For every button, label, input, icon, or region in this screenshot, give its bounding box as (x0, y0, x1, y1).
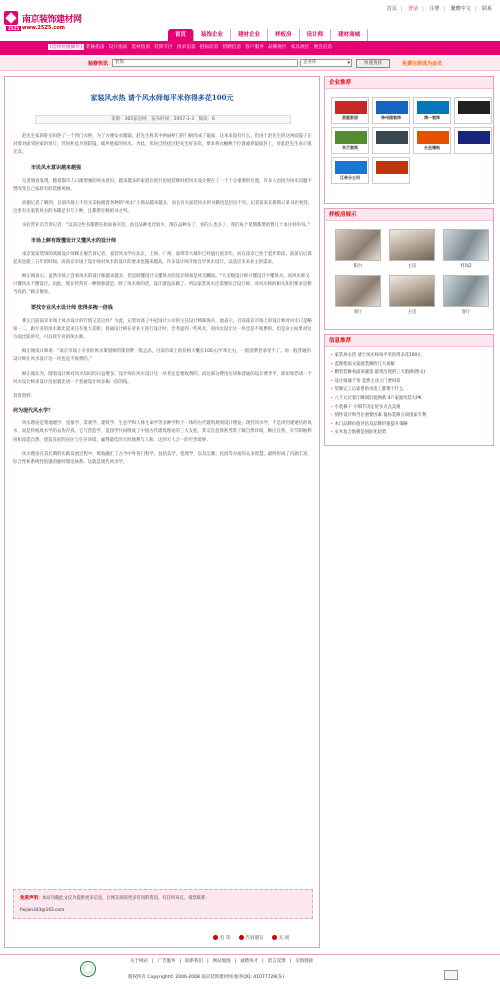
showroom-caption: 主房 (407, 310, 417, 315)
company-logo-mark-icon (458, 131, 490, 144)
footer-separator: | (262, 959, 264, 964)
sub-nav-item[interactable]: 展会信息 (313, 45, 333, 50)
search-scope-select[interactable]: 企业库 ▾ (300, 59, 352, 67)
article-paragraph: 而据记者了解到，目前市场上不仅买卖标榜着各种的“风水”小饰品越来越多，而且有关家装风水的书籍也是层出不穷。记者前来在新街口某书店看到，这里有关家装风水的书籍足有几十种，且都摆在畅销书之列。 (13, 201, 312, 215)
company-logo[interactable] (331, 157, 369, 184)
search-label: 装修快讯 (88, 61, 109, 67)
company-logo[interactable] (454, 97, 492, 124)
sub-nav-item[interactable]: 装修指南 (85, 45, 105, 50)
nav-tab-decoration[interactable]: 装饰企业 (194, 29, 231, 41)
info-list-item[interactable]: · 装修完工后家里的水电工都要干什么 (331, 386, 487, 395)
company-box-title: 企业推荐 (325, 77, 493, 89)
info-list-item[interactable]: · 监理指南文家庭装修的几大误解 (331, 361, 487, 370)
article-panel (4, 76, 320, 948)
showroom-photo (443, 275, 489, 307)
showroom-caption: 主房 (407, 264, 417, 269)
footer-link[interactable]: 联系我们 (185, 959, 204, 964)
article-paragraph: 那么目前南京市场上风水设计的行情又是这样？为此，记者访谈了中冠设计公司的主任设计师陈海兵。他表示，目前南京市场上的设计师对风水只是略知一二，跟专业的风水师比起来还有很大差距；普通设计师在对业主进行设计时，会考虑到一些风水，而风水设计这一块也是不收费的。但是业主如果对这方面比较讲究，可以找专业的风水师。 (13, 318, 312, 341)
article-paragraph: 顾正俊表示，虽然市场上会看风水的设计师越来越多，但是既懂设计又懂风水的设计师却是凤毛麟角。“大多数设计师只懂设计不懂风水，而风水师又只懂风水不懂设计。因此，现在经常有一种现象就是，除了风水师的话，设计就没法做了。所以家装风水还需要综合设计师、对风水师的相关知识要求是相当高的。”顾正俊说。 (13, 274, 312, 296)
article-subheading: 市场上鲜有既懂设计又懂风水的设计师 (31, 237, 117, 244)
search-button[interactable]: 快速查找 (356, 59, 390, 68)
company-logo-mark-icon (417, 131, 449, 144)
nav-tab-mall[interactable]: 建材商城 (331, 29, 368, 41)
sub-nav-quick-select[interactable]: [选择快捷操作] (50, 45, 82, 50)
article-subheading: 何为现代风水学？ (13, 408, 54, 415)
showroom-item[interactable] (443, 229, 489, 269)
sub-nav-item[interactable]: 品牌展区 (267, 45, 287, 50)
footer-separator: | (152, 959, 154, 964)
print-icon (213, 935, 218, 940)
close-button[interactable]: 关 闭 (272, 935, 289, 941)
article-title: 家装风水热 请个风水师每平米你得多花100元 (90, 93, 234, 102)
nav-tab-materials[interactable]: 建材企业 (231, 29, 268, 41)
company-logo[interactable] (372, 127, 410, 154)
top-links: 首页 | 登录 | 注册 | 繁體中文 | 联系 (386, 6, 492, 12)
company-logo-mark-icon (376, 101, 408, 114)
showroom-grid (325, 221, 493, 323)
company-logo-mark-icon (417, 101, 449, 114)
showroom-caption: 阳台 (353, 264, 363, 269)
company-logo-mark-icon (335, 161, 367, 174)
showroom-photo (335, 275, 381, 307)
article-meta: 来源：365家居网 发布时间：2007-1-3 阅读：6 (35, 115, 291, 124)
company-logo-mark-icon (335, 131, 367, 144)
info-list-item[interactable]: · 设计师通于务 竟然主动上门要回扣 (331, 378, 487, 387)
search-bar (0, 57, 500, 71)
company-logo-name: 米兰装饰 (342, 145, 358, 150)
info-list-item[interactable]: · 小装修干 小细节决定屋多点点美观 (331, 404, 487, 413)
sub-nav (48, 44, 334, 50)
article-subheading: 市民风水意识越来越强 (31, 164, 82, 171)
article-subheading: 要找专业风水设计师 您得多掏一倍钱 (31, 304, 113, 311)
sub-nav-item[interactable]: 装饰专区 (154, 45, 173, 50)
top-link-traditional[interactable]: 繁體中文 (450, 6, 471, 12)
article-paragraph: 书店营业员告诉记者：“以前这些书都摆在指南备买里，而且品种也比较少，现在品种多了，看的人也多了，我们每个星期都要销售几十本这样的书。” (22, 223, 310, 229)
footer-link[interactable]: 网站地图 (212, 959, 231, 964)
company-logo[interactable] (413, 127, 451, 154)
sub-nav-item[interactable]: 供求信息 (176, 45, 196, 50)
info-box (324, 334, 494, 446)
article-paragraph: 记者调查发现，随着都市人日渐增强的风水意识，越来越多的家庭在进行房屋装修时把风水设计摆在了一个十分重要的位置，许多人也因为风水问题不惜改变自己家原有的装修风格。 (13, 178, 312, 192)
article-paragraph: 赵先生家的卧室闷热了一个四门衣柜，为了方便安衣服镜，赵先生将其中两扇柜门的门板改成了镜面。这本来没有什么，但由于赵先生的这两面镜子正对着对面邻居家的客厅，邻居朴此为预防镜，破坏他家的风水。为此，邻居已经找过赵先生好多次，要求将衣橱换个位置或将镜面封上，对此赵先生表示很无奈。 (13, 134, 312, 156)
company-logo-name: 神州园装饰 (381, 115, 401, 120)
top-link-register[interactable]: 注册 (429, 6, 440, 12)
showroom-photo (443, 229, 489, 261)
sub-nav-item[interactable]: 招标信息 (199, 45, 219, 50)
info-list-item[interactable]: · 八千元让客厅瞬间旧貌换新 4户家庭改装大PK (331, 395, 487, 404)
article-paragraph: 南京爱家装饰的高级设计师顾正俊告诉记者，家装风水学在北京、上海、广州、深圳等大城市已经盛行很多年，而在南京已处于起步阶段，前前后后算起来也就三五年的时间。而南京市场上设计师对风水的设计的要求也越来越高，许多设计师开始自学风水设计，以适应未来业主的需求。 (13, 251, 312, 265)
info-box-title: 信息推荐 (325, 335, 493, 347)
showroom-photo (335, 229, 381, 261)
footer-separator: | (234, 959, 237, 964)
logo-url: www.25Z5.com (22, 25, 66, 31)
company-logo-name: 长坐墙纸 (424, 145, 440, 150)
company-logo[interactable] (331, 127, 369, 154)
article-paragraph: 风水理论是集地理学、星象学、景观学、建筑学、生态学和人体生命学等多种学科于一体的古代建筑规划设计理论。现代风水学，不是讲封建迷信的风水，而是传统风水学的去伪存真。它与营造学、造园学共同组成了中国古代建筑理论的三大支柱。其宗旨是周密考察了解自然环境，顺应自然，有节制地利用和改造自然，创造良好的居住与生存环境，赢得最佳的天时地利与人和，达到天人合一的至善境界。 (13, 421, 312, 443)
disclaimer-box (13, 889, 313, 919)
sub-nav-item[interactable]: 客户服务 (245, 45, 264, 50)
showroom-item[interactable] (389, 275, 435, 315)
top-link-contact[interactable]: 联系 (481, 6, 492, 12)
showroom-item[interactable] (335, 229, 381, 269)
article-paragraph: 顾正俊设计师说：“南京市场上专业的风水策划师的策划费一般走高，目前市场上的价格大概在100元/平米左右，一般消费者承受不了。而一般普通的设计师在风水设计这一块也是不收费的。” (13, 349, 311, 363)
footer-divider (0, 954, 500, 955)
police-emblem-icon[interactable] (80, 961, 96, 977)
company-box (324, 76, 494, 204)
company-logo-mark-icon (376, 161, 408, 174)
footer-separator: | (179, 959, 182, 964)
article-body (13, 133, 313, 473)
print-button[interactable]: 打 印 (213, 935, 230, 941)
showroom-item[interactable] (389, 229, 435, 269)
article-tools (213, 935, 289, 941)
sub-nav-item[interactable]: 设计指南 (108, 45, 128, 50)
footer-link[interactable]: 诚聘英才 (240, 959, 259, 964)
showroom-caption: 客厅 (461, 310, 471, 315)
logo-badge: 25Z5 (8, 26, 20, 31)
showroom-item[interactable] (443, 275, 489, 315)
article-paragraph: 背景资料： (13, 394, 35, 400)
info-list-item[interactable]: · 实木复合地板是国际化趋势 (331, 429, 487, 438)
search-input[interactable]: 装饰 (112, 59, 298, 67)
company-logo[interactable] (454, 127, 492, 154)
footer-link[interactable]: 关于网站 (130, 959, 148, 964)
showroom-box (324, 208, 494, 330)
company-logo-mark-icon (335, 101, 367, 114)
nav-tab-designer[interactable]: 设计师 (300, 29, 332, 41)
company-logo-mark-icon (376, 131, 408, 144)
footer-links (128, 958, 315, 964)
close-icon (272, 935, 277, 940)
disclaimer-email[interactable]: fiejian343@163.com (20, 908, 65, 913)
info-list-item[interactable]: · 精装装修看面该避雷 最常出现的三大陷阱(图文) (331, 369, 487, 378)
company-logo[interactable] (331, 97, 369, 124)
sub-nav-item[interactable]: 招聘信息 (222, 45, 242, 50)
logo-mark-icon (4, 11, 18, 25)
footer-separator: | (207, 959, 209, 964)
disclaimer-text: 本站刊载此文仅为提供更多信息，让网友阅读更多有用的资讯，有任何异议，请您联系： (42, 896, 210, 901)
sub-nav-item[interactable]: 家具展区 (290, 45, 310, 50)
site-logo[interactable] (4, 8, 114, 36)
logo-title: 南京装饰建材网 (22, 15, 82, 25)
showroom-box-title: 样板房展示 (325, 209, 493, 221)
company-logo[interactable] (372, 97, 410, 124)
top-link-home[interactable]: 首页 (386, 6, 397, 12)
company-logo-name: 江奇分公司 (340, 175, 360, 180)
showroom-item[interactable] (335, 275, 381, 315)
nav-tab-home[interactable]: 首页 (168, 29, 194, 41)
sub-nav-item[interactable]: 选材指南 (131, 45, 151, 50)
company-logo[interactable] (372, 157, 410, 184)
info-list-item[interactable]: · 情怀设计和当在重要因素 鼠标装修五项国家专利 (331, 412, 487, 421)
company-logo[interactable] (413, 97, 451, 124)
sidebar (324, 76, 494, 450)
footer-link[interactable]: 广告服务 (157, 959, 176, 964)
showroom-photo (389, 275, 435, 307)
article-paragraph: 风水理论在其长期的实践发展过程中，吸收融汇了古今中外各门科学，包括美学、伦理学，以及宗教、民俗等方面的众多智慧，最终形成了内涵丰富、综合性和系统性很强的独特理论体系。这就是现代风水学。 (13, 451, 312, 466)
company-logo-grid (325, 89, 493, 192)
register-promo-link[interactable]: 免费注册成为会员 (402, 61, 443, 67)
company-logo-name: 美庭家居 (342, 115, 358, 120)
company-logo-name: 海一装饰 (424, 115, 440, 120)
company-logo-mark-icon (458, 101, 490, 114)
nav-tab-showroom[interactable]: 样板房 (268, 29, 300, 41)
info-list-item[interactable]: · 家装风水热 请个风水师每平米你得多花100元 (331, 352, 487, 361)
footer-copyright: 版权所有 Copyright© 2006-2008 南京装饰建材网 服务QQ: 41077729(东) (128, 975, 285, 980)
footer-link[interactable]: 留言反馈 (267, 959, 286, 964)
footer-link[interactable]: 友情链接 (295, 959, 314, 964)
certification-badge-icon[interactable] (444, 970, 458, 980)
footer-separator: | (289, 959, 292, 964)
disclaimer-label: 免责声明： (20, 896, 43, 901)
info-list-item[interactable]: · 木门品牌价值评估及品牌价值提升策略 (331, 421, 487, 430)
main-nav (168, 29, 368, 41)
showroom-caption: 样间2 (460, 264, 472, 269)
info-list (325, 347, 493, 443)
article-paragraph: 顾正俊认为，随着设计师对风水知识的日益增多，设计师在风水设计这一块肯定是要收费的，而这部分费用应该和普通的设计费齐平，即如果您请一个风水设计师来设计房屋就比请一个普通设计师多掏一倍的钱。 (13, 371, 312, 385)
tell-friend-button[interactable]: 告诉朋友 (239, 935, 264, 941)
showroom-caption: 客厅 (353, 310, 363, 315)
share-icon (239, 935, 244, 940)
showroom-photo (389, 229, 435, 261)
top-link-login[interactable]: 登录 (408, 6, 419, 12)
